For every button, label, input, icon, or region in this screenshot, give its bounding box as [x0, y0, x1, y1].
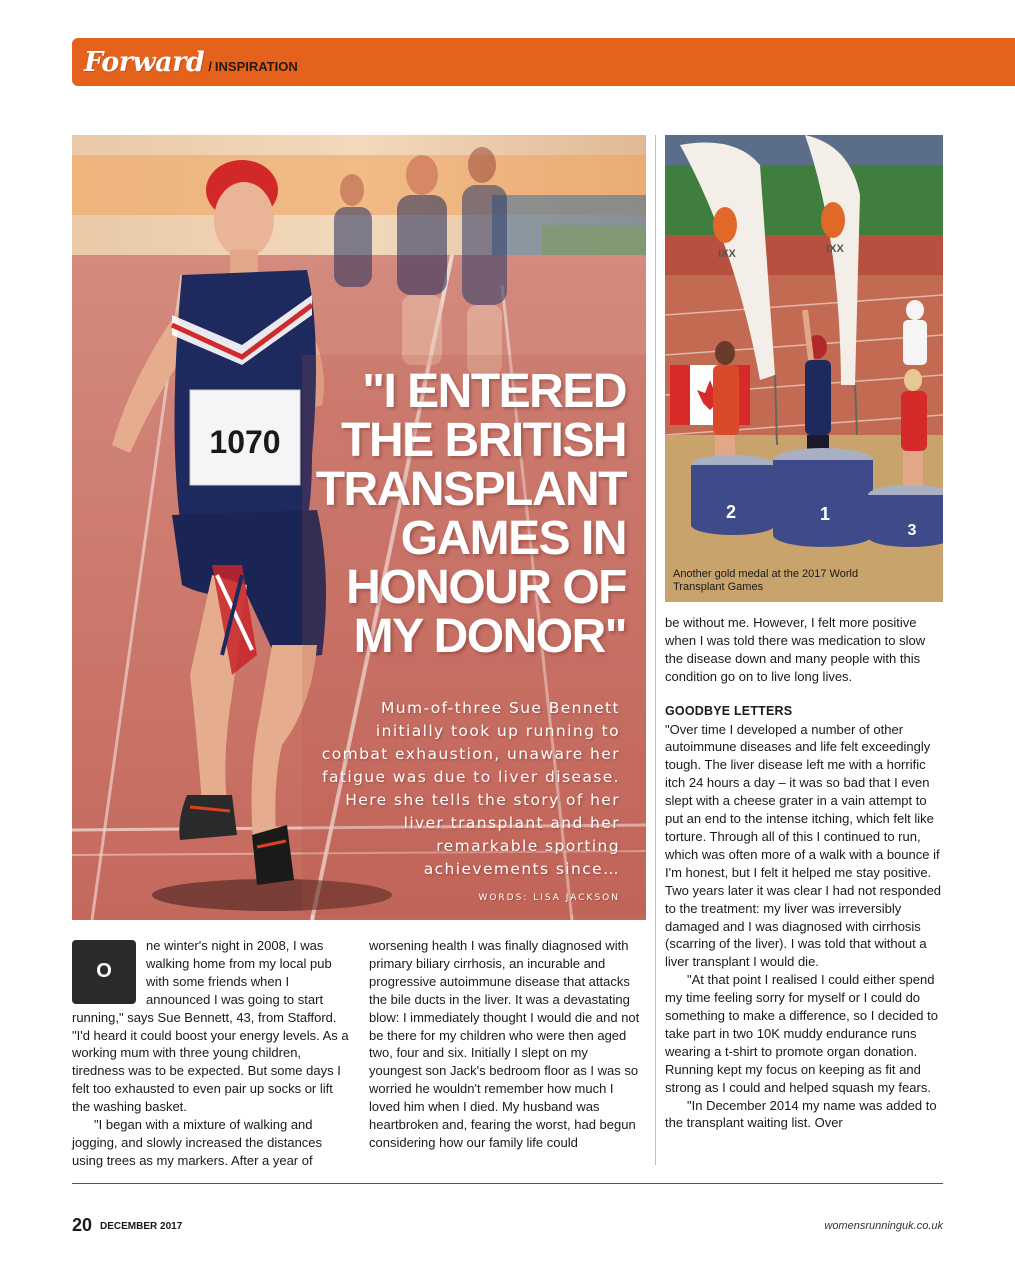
paragraph: be without me. However, I felt more positive when I was told there was medication to slow the disease down and many people with this condition go on to live long lives. [665, 615, 926, 684]
section-header-bar [72, 38, 1015, 86]
podium-photo [665, 135, 943, 602]
banner-text-right: IXX [826, 243, 844, 255]
podium-place-2: 2 [725, 502, 737, 522]
paragraph: "I began with a mixture of walking and jogging, and slowly increased the distances using trees as my markers. After a year of [72, 1117, 323, 1168]
page-number: 20 [72, 1215, 93, 1235]
footer-rule [72, 1183, 943, 1184]
photo-caption: Another gold medal at the 2017 World Transplant Games [673, 568, 859, 593]
issue-date: DECEMBER 2017 [100, 1221, 183, 1232]
article-byline: WORDS: LISA JACKSON [478, 893, 620, 903]
website-url: womensrunninguk.co.uk [824, 1220, 943, 1232]
hero-photo [72, 135, 646, 920]
podium-place-1: 1 [819, 504, 831, 524]
paragraph: ne winter's night in 2008, I was walking home from my local pub with some friends when I announced I was going to start running," says Sue Bennett, 43, from Stafford. "I'd heard it could boost your energy levels. As a working mum with three young children, tiredness was to be expected. But some days I felt too exhausted to even pair up socks or lift the washing basket. [72, 938, 349, 1115]
podium-place-3: 3 [907, 522, 917, 539]
article-column-3 [665, 614, 943, 1132]
paragraph: "In December 2014 my name was added to the transplant waiting list. Over [665, 1097, 937, 1131]
column-divider [655, 135, 656, 1165]
paragraph: worsening health I was finally diagnosed with primary biliary cirrhosis, an incurable and progressive autoimmune disease that attacks the bile ducts in the liver. It was a devastating blow: I immediately thought I would die and not be there for my children who were then aged two, four and six. Initially I slept on my youngest son Jack's bedroom floor as I was so worried he wouldn't remember how much I loved him when I died. My husband was heartbroken and, fearing the worst, had begun considering how our family life could [369, 938, 640, 1150]
article-headline: "I ENTERED THE BRITISH TRANSPLANT GAMES IN HONOUR OF MY DONOR" [315, 365, 626, 663]
drop-cap: O [72, 940, 136, 1004]
section-separator: / [208, 58, 212, 74]
banner-text-left: IXX [718, 248, 736, 260]
podium-illustration [665, 135, 943, 602]
section-name: Forward [84, 46, 205, 78]
bib-number: 1070 [209, 424, 281, 460]
section-subhead: GOODBYE LETTERS [665, 703, 793, 718]
article-column-2 [369, 937, 641, 1152]
article-column-1 [72, 937, 354, 1170]
paragraph: "At that point I realised I could either spend my time feeling sorry for myself or I could do something to make a difference, so I decided to take part in two 10K muddy endurance runs wearing a t-shirt to promote organ donation. Running kept my focus on keeping as fit and strong as I could and helped squash my fears. [665, 972, 938, 1095]
section-subsection: INSPIRATION [214, 58, 298, 74]
article-standfirst: Mum-of-three Sue Bennett initially took up running to combat exhaustion, unaware her fatigue was due to liver disease. Here she tells the story of her liver transplant and her remarkable sporting achievements since… [321, 699, 620, 878]
paragraph: "Over time I developed a number of other autoimmune diseases and life felt exceedingly tough. The liver disease left me with a horrific itch 24 hours a day – it was so bad that I even slept with a cheese grater in a vain attempt to put an end to the intense itching, which felt like torture. Through all of this I continued to run, which was often more of a walk with a bounce if I'm honest, but I felt it helped me stay positive. Two years later it was clear I had not responded to the treatment: my liver was irreversibly damaged and I was diagnosed with cirrhosis (scarring of the liver). I was told that without a liver transplant I would die. [665, 721, 942, 970]
